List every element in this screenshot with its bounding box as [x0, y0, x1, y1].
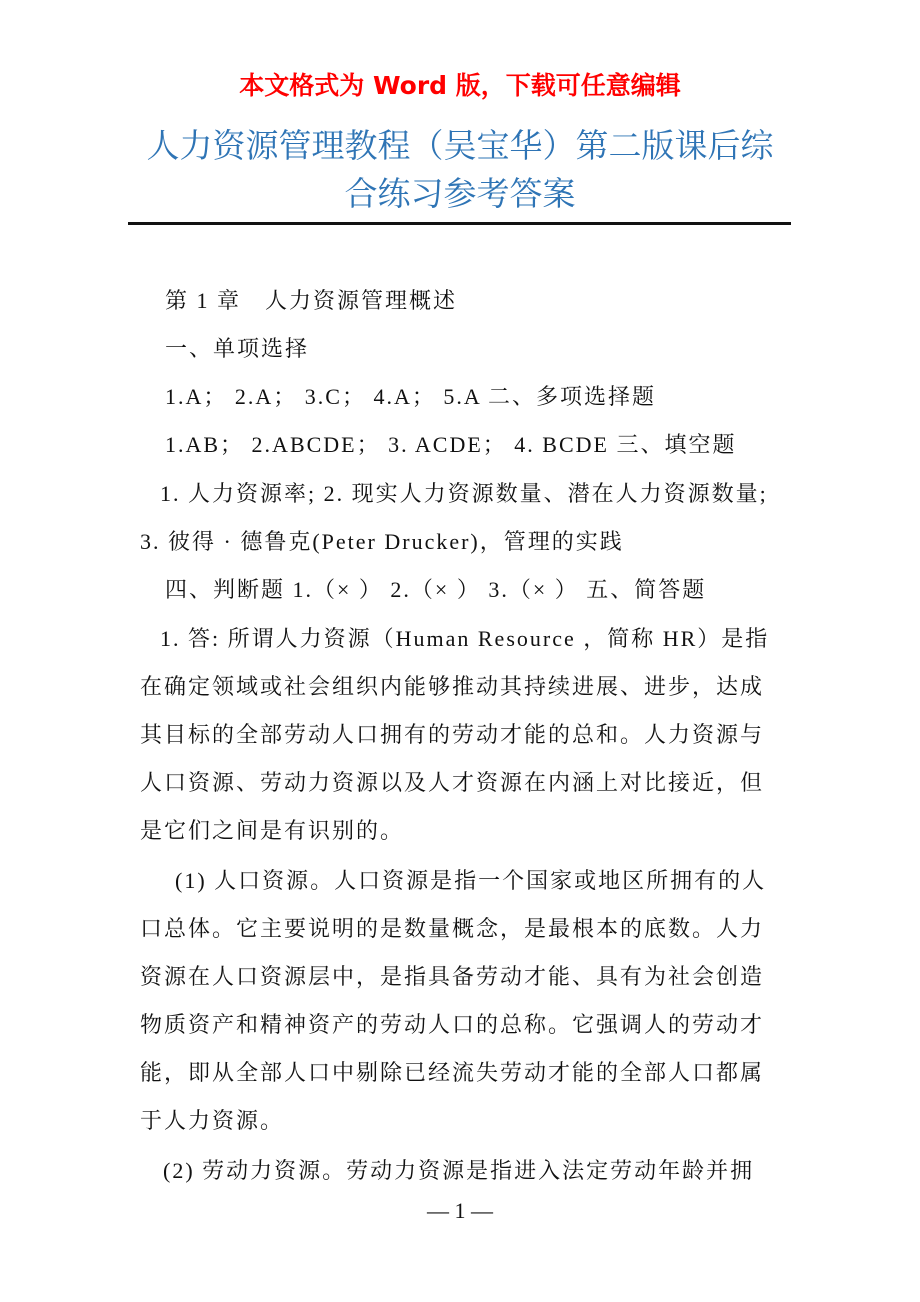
judgment-answers: 四、判断题 1.（× ） 2.（× ） 3.（× ） 五、简答题: [165, 577, 707, 602]
point-1-line-3: 资源在人口资源层中，是指具备劳动才能、具有为社会创造: [140, 964, 765, 989]
editable-notice: 本文格式为 Word 版，下载可任意编辑: [239, 71, 681, 100]
fill-blank-answers-line-1: 1. 人力资源率; 2. 现实人力资源数量、潜在人力资源数量;: [160, 481, 768, 506]
title-line-2: 合练习参考答案: [344, 174, 576, 213]
point-1-line-2: 口总体。它主要说明的是数量概念，是最根本的底数。人力: [140, 916, 765, 941]
answer-1-line-2: 在确定领域或社会组织内能够推动其持续进展、进步，达成: [140, 674, 765, 699]
answer-1-line-5: 是它们之间是有识别的。: [140, 818, 405, 843]
point-1-line-6: 于人力资源。: [140, 1108, 285, 1133]
answer-1-line-4: 人口资源、劳动力资源以及人才资源在内涵上对比接近，但: [140, 770, 765, 795]
point-1-line-4: 物质资产和精神资产的劳动人口的总称。它强调人的劳动才: [140, 1012, 765, 1037]
single-choice-answers: 1.A； 2.A； 3.C； 4.A； 5.A 二、多项选择题: [165, 384, 657, 409]
point-1-line-5: 能，即从全部人口中剔除已经流失劳动才能的全部人口都属: [140, 1060, 765, 1085]
section-heading-single-choice: 一、单项选择: [165, 336, 310, 361]
chapter-heading: 第 1 章 人力资源管理概述: [165, 288, 458, 313]
answer-1-line-1: 1. 答: 所谓人力资源（Human Resource ，简称 HR）是指: [160, 626, 770, 651]
title-line-1: 人力资源管理教程（吴宝华）第二版课后综: [146, 126, 774, 165]
document-title: [120, 122, 800, 218]
point-1-line-1: (1) 人口资源。人口资源是指一个国家或地区所拥有的人: [175, 868, 767, 893]
point-2-line-1: (2) 劳动力资源。劳动力资源是指进入法定劳动年龄并拥: [163, 1158, 755, 1183]
multiple-choice-answers: 1.AB； 2.ABCDE； 3. ACDE； 4. BCDE 三、填空题: [165, 432, 737, 457]
answer-1-line-3: 其目标的全部劳动人口拥有的劳动才能的总和。人力资源与: [140, 722, 765, 747]
title-divider: [128, 222, 791, 225]
page-number: — 1 —: [427, 1198, 493, 1223]
fill-blank-answers-line-2: 3. 彼得 · 德鲁克(Peter Drucker)，管理的实践: [140, 529, 624, 554]
